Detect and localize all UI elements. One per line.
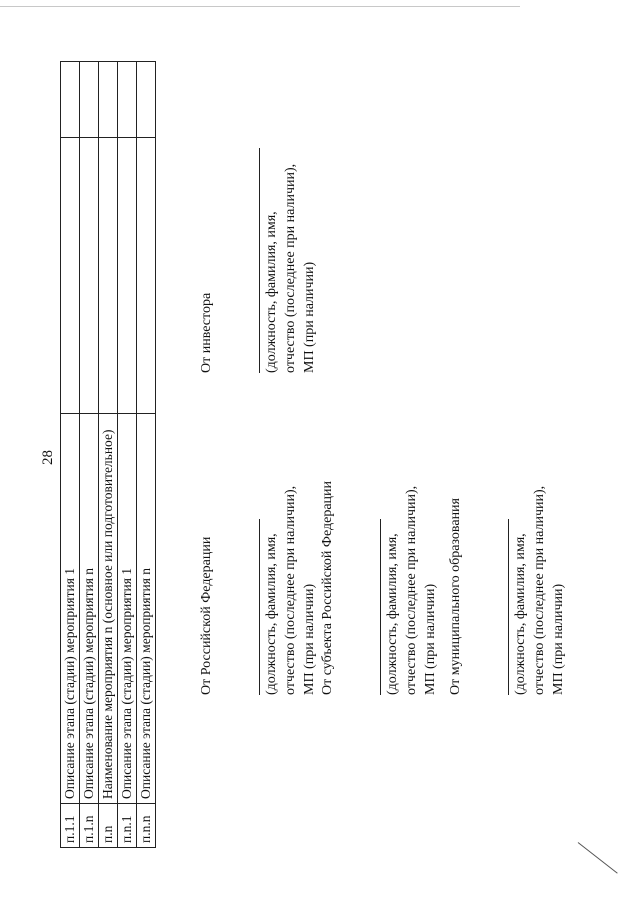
signature-caption-line: МП (при наличии) (551, 583, 566, 695)
empty-cell (61, 62, 80, 138)
signature-line (380, 519, 381, 695)
empty-cell (137, 62, 156, 138)
signature-caption-line: отчество (последнее при наличии), (532, 485, 547, 695)
table-row (99, 62, 118, 848)
row-description: Описание этапа (стадии) мероприятия 1 (118, 414, 137, 804)
signature-block-subject (318, 481, 440, 695)
empty-cell (118, 62, 137, 138)
row-description: Описание этапа (стадии) мероприятия n (137, 414, 156, 804)
row-number: п.n (99, 804, 118, 848)
page-number: 28 (40, 450, 56, 465)
signature-caption-line: МП (при наличии) (423, 583, 438, 695)
row-number: п.1.n (80, 804, 99, 848)
signature-caption-line: отчество (последнее при наличии), (283, 163, 298, 373)
signature-heading: От инвестора (199, 292, 214, 373)
empty-cell (99, 62, 118, 138)
empty-cell (99, 138, 118, 414)
row-number: п.n.1 (118, 804, 137, 848)
table-row (137, 62, 156, 848)
empty-cell (118, 138, 137, 414)
signature-caption-line: (должность, фамилия, имя, (264, 533, 279, 695)
row-description: Описание этапа (стадии) мероприятия n (80, 414, 99, 804)
empty-cell (80, 62, 99, 138)
table-row (80, 62, 99, 848)
row-description: Наименование мероприятия n (основное или подготовительное) (99, 414, 118, 804)
table-row (61, 62, 80, 848)
signature-block-municipal (446, 486, 568, 695)
signature-block-federation (197, 486, 319, 695)
signature-block-investor (197, 148, 319, 373)
signature-line (508, 519, 509, 695)
signature-caption-line: (должность, фамилия, имя, (513, 533, 528, 695)
signature-caption-line: отчество (последнее при наличии), (404, 485, 419, 695)
empty-cell (137, 138, 156, 414)
empty-cell (61, 138, 80, 414)
signature-line (259, 519, 260, 695)
empty-cell (80, 138, 99, 414)
signature-heading: От Российской Федерации (199, 536, 214, 695)
signature-heading: От субъекта Российской Федерации (320, 480, 335, 695)
signature-caption-line: МП (при наличии) (302, 261, 317, 373)
row-number: п.1.1 (61, 804, 80, 848)
signature-line (259, 148, 260, 373)
signature-caption-line: отчество (последнее при наличии), (283, 485, 298, 695)
signature-caption-line: (должность, фамилия, имя, (264, 211, 279, 373)
signature-caption-line: (должность, фамилия, имя, (385, 533, 400, 695)
table-row (118, 62, 137, 848)
signature-heading: От муниципального образования (448, 498, 463, 695)
signature-caption-line: МП (при наличии) (302, 583, 317, 695)
measures-table (60, 61, 156, 848)
row-number: п.n.n (137, 804, 156, 848)
row-description: Описание этапа (стадии) мероприятия 1 (61, 414, 80, 804)
